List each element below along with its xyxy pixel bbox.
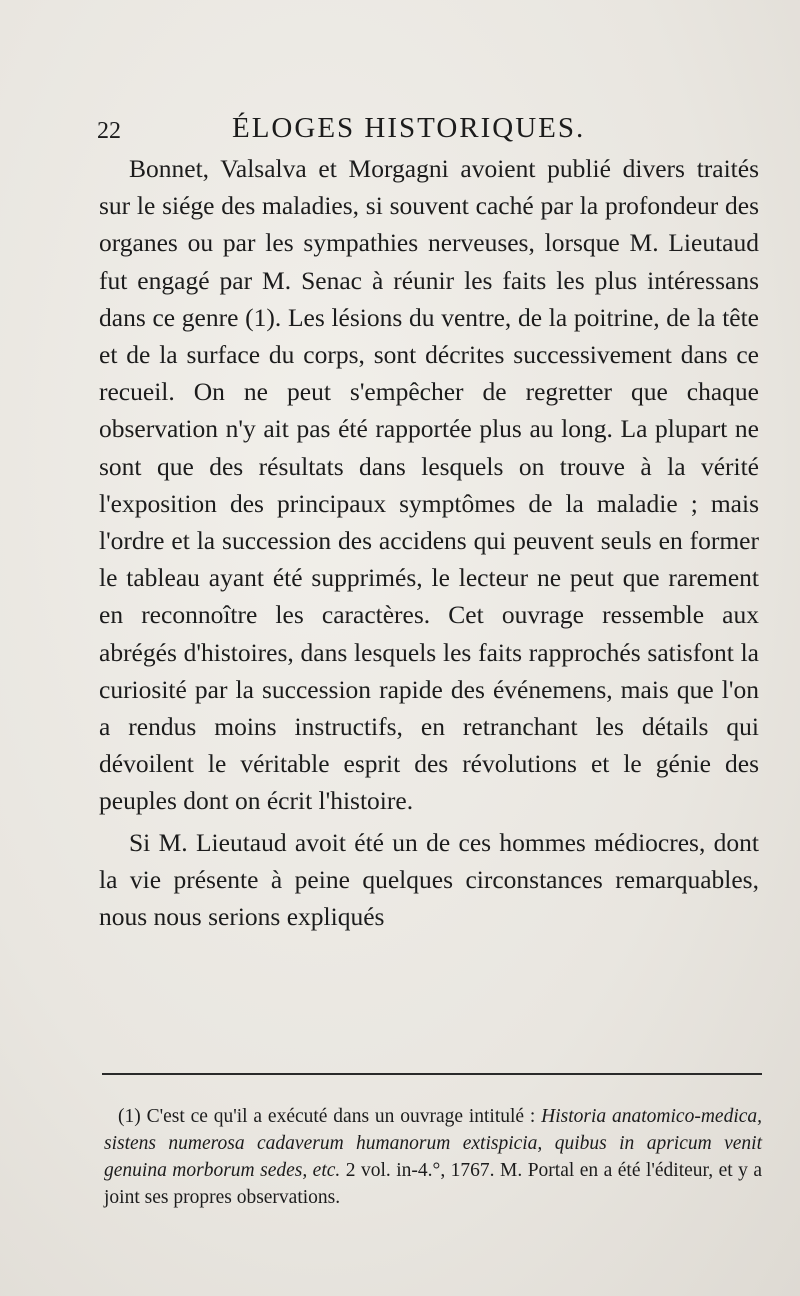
body-text: [99, 150, 759, 935]
page-header: [97, 112, 637, 148]
footnote: [104, 1103, 762, 1211]
paragraph-1: Bonnet, Valsalva et Morgagni avoient publié divers traités sur le siége des maladies, si souvent caché par la profondeur des organes ou par les sympathies nerveuses, lorsque M. Lieutaud fut engagé par M. Senac à réunir les faits les plus intéressans dans ce genre (1). Les lésions du ventre, de la poitrine, de la tête et de la surface du corps, sont décrites successivement dans ce recueil. On ne peut s'empêcher de regretter que chaque observation n'y ait pas été rapportée plus au long. La plupart ne sont que des résultats dans lesquels on trouve à la vérité l'exposition des principaux symptômes de la maladie ; mais l'ordre et la succession des accidens qui peuvent seuls en former le tableau ayant été supprimés, le lecteur ne peut que rarement en reconnoître les caractères. Cet ouvrage ressemble aux abrégés d'histoires, dans lesquels les faits rapprochés satisfont la curiosité par la succession rapide des événemens, mais que l'on a rendus moins instructifs, en retranchant les détails qui dévoilent le véritable esprit des révolutions et le génie des peuples dont on écrit l'histoire.: [99, 154, 759, 816]
footnote-text-after: 2 vol. in-4.°, 1767. M. Portal en a été l'éditeur, et y a joint ses propres observations.: [104, 1160, 762, 1208]
running-title: ÉLOGES HISTORIQUES.: [232, 112, 586, 144]
footnote-text-before: C'est ce qu'il a exécuté dans un ouvrage intitulé :: [146, 1106, 536, 1127]
footnote-divider: [102, 1073, 762, 1075]
footnote-marker: (1): [118, 1106, 141, 1127]
page-number: 22: [97, 118, 121, 144]
paragraph-2: Si M. Lieutaud avoit été un de ces hommes médiocres, dont la vie présente à peine quelques circonstances remarquables, nous nous serions expliqués: [99, 827, 759, 932]
footnote-book-title: Historia anatomico-medica, sistens numerosa cadaverum humanorum extispicia, quibus in apricum venit genuina morborum sedes, etc.: [104, 1106, 763, 1181]
